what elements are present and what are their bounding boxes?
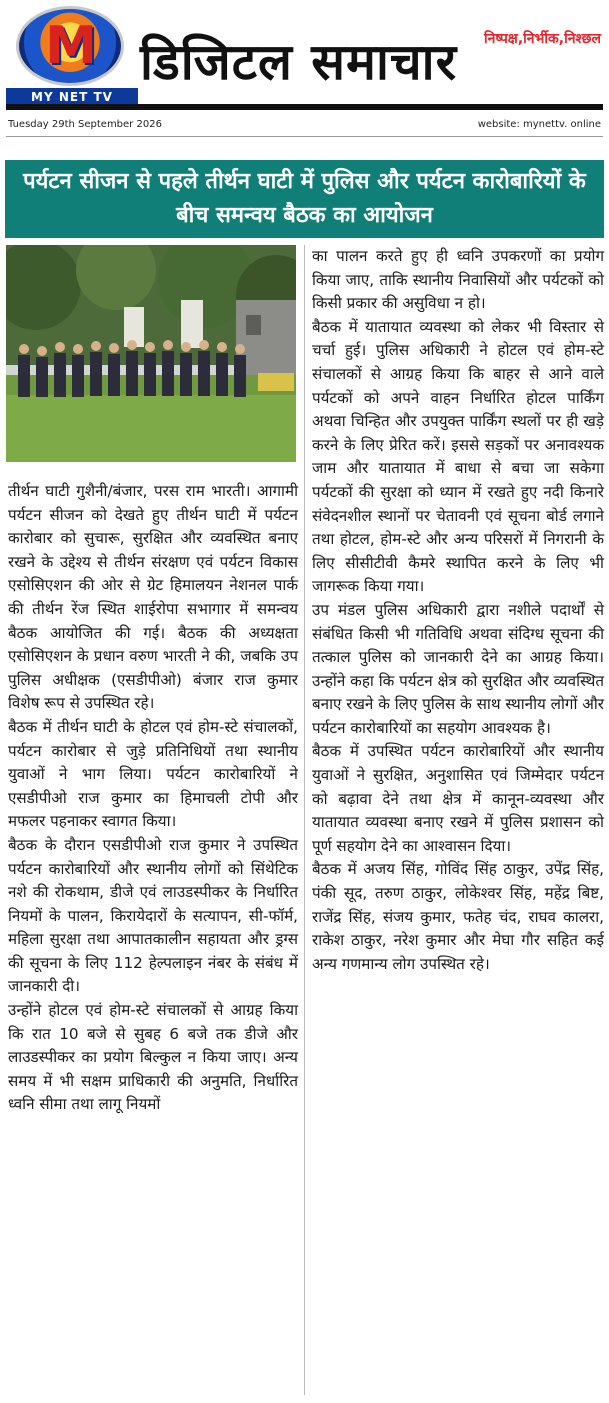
issue-date: Tuesday 29th September 2026 [8,119,162,130]
article-paragraph: उन्होंने होटल एवं होम-स्टे संचालकों से आग्रह किया कि रात 10 बजे से सुबह 6 बजे तक डीजे और लाउडस्पीकर का प्रयोग बिल्कुल न किया जाए। अन्य समय में भी सक्षम प्राधिकारी की अनुमति, निर्धारित ध्वनि सीमा तथा लागू नियमों [8,1001,298,1114]
masthead-rule [6,104,603,110]
article-paragraph: बैठक में अजय सिंह, गोविंद सिंह ठाकुर, उपेंद्र सिंह, पंकी सूद, तरुण ठाकुर, लोकेश्वर सिंह, महेंद्र बिष्ट, राजेंद्र सिंह, संजय कुमार, फतेह चंद, राघव कालरा, राकेश ठाकुर, नरेश कुमार और मेघा गौर सहित कई अन्य गणमान्य लोग उपस्थित रहे। [312,860,604,973]
article-paragraph: बैठक में यातायात व्यवस्था को लेकर भी विस्तार से चर्चा हुई। पुलिस अधिकारी ने होटल एवं होम-स्टे संचालकों से आग्रह किया कि बाहर से आने वाले पर्यटकों को अपने वाहन निर्धारित होटल पार्किंग अथवा चिन्हित और उपयुक्त पार्किंग स्थलों पर ही खड़े करने के लिए प्रेरित करें। इससे सड़कों पर अनावश्यक जाम और यातायात में बाधा से बचा जा सकेगा पर्यटकों की सुरक्षा को ध्यान में रखते हुए नदी किनारे संवेदनशील स्थानों पर चेतावनी एवं सूचना बोर्ड लगाने तथा होटल, होम-स्टे और अन्य परिसरों में निगरानी के लिए सीसीटीवी कैमरे स्थापित करने के लिए भी जागरूक किया गया। [312,317,604,596]
article-column-right [312,245,604,1375]
article-headline: पर्यटन सीजन से पहले तीर्थन घाटी में पुलिस और पर्यटन कारोबारियों के बीच समन्वय बैठक का आयोजन [5,160,604,238]
article-column-left [8,480,298,1398]
date-bar [8,116,601,134]
date-rule [6,136,603,137]
article-paragraph: बैठक के दौरान एसडीपीओ राज कुमार ने उपस्थित पर्यटन कारोबारियों और स्थानीय लोगों को सिंथेटिक नशे की रोकथाम, डीजे एवं लाउडस्पीकर के निर्धारित नियमों के पालन, किरायेदारों के सत्यापन, सी-फॉर्म, महिला सुरक्षा तथा आपातकालीन सहायता और ड्रग्स की सूचना के लिए 112 हेल्पलाइन नंबर के संबंध में जानकारी दी। [8,835,298,996]
masthead [0,0,609,112]
logo-m-mark: M [45,16,97,76]
article-paragraph: उप मंडल पुलिस अधिकारी द्वारा नशीले पदार्थों से संबंधित किसी भी गतिविधि अथवा संदिग्ध सूचना की तत्काल पुलिस को जानकारी देने का आग्रह किया। उन्होंने कहा कि पर्यटन क्षेत्र को सुरक्षित और व्यवस्थित बनाए रखने के लिए पुलिस के साथ स्थानीय लोगों और पर्यटन कारोबारियों का सहयोग आवश्यक है। [312,600,604,737]
group-photo-illustration [6,245,296,462]
channel-logo [6,6,138,106]
publication-title: डिजिटल समाचार [140,33,458,91]
article-paragraph: तीर्थन घाटी गुशैनी/बंजार, परस राम भारती। आगामी पर्यटन सीजन को देखते हुए तीर्थन घाटी में पर्यटन कारोबार को सुचारू, सुरक्षित और व्यवस्थित बनाए रखने के उद्देश्य से तीर्थन संरक्षण एवं पर्यटन विकास एसोसिएशन की ओर से ग्रेट हिमालयन नेशनल पार्क की तीर्थन रेंज स्थित शाईरोपा सभागार में समन्वय बैठक आयोजित की गई। बैठक की अध्यक्षता एसोसिएशन के प्रधान वरुण भारती ने की, जबकि उप पुलिस अधीक्षक (एसडीपीओ) बंजार राज कुमार विशेष रूप से उपस्थित रहे। [8,482,298,713]
article-paragraph: बैठक में उपस्थित पर्यटन कारोबारियों और स्थानीय युवाओं ने सुरक्षित, अनुशासित एवं जिम्मेदार पर्यटन को बढ़ावा देने तथा क्षेत्र में कानून-व्यवस्था और यातायात व्यवस्था बनाए रखने में पुलिस प्रशासन को पूर्ण सहयोग देने का आश्वासन दिया। [312,742,604,855]
article-paragraph: का पालन करते हुए ही ध्वनि उपकरणों का प्रयोग किया जाए, ताकि स्थानीय निवासियों और पर्यटकों को किसी प्रकार की असुविधा न हो। [312,247,604,313]
website-address: website: mynettv. online [477,119,601,130]
article-paragraph: बैठक में तीर्थन घाटी के होटल एवं होम-स्टे संचालकों, पर्यटन कारोबार से जुड़े प्रतिनिधियों तथा स्थानीय युवाओं ने भाग लिया। पर्यटन कारोबारियों ने एसडीपीओ राज कुमार का हिमाचली टोपी और मफलर पहनाकर स्वागत किया। [8,717,298,831]
publication-tagline: निष्पक्ष,निर्भीक,निश्छल [483,31,601,47]
column-divider [304,245,305,1395]
group-photo [6,245,296,462]
logo-text: MY NET TV [6,88,138,106]
